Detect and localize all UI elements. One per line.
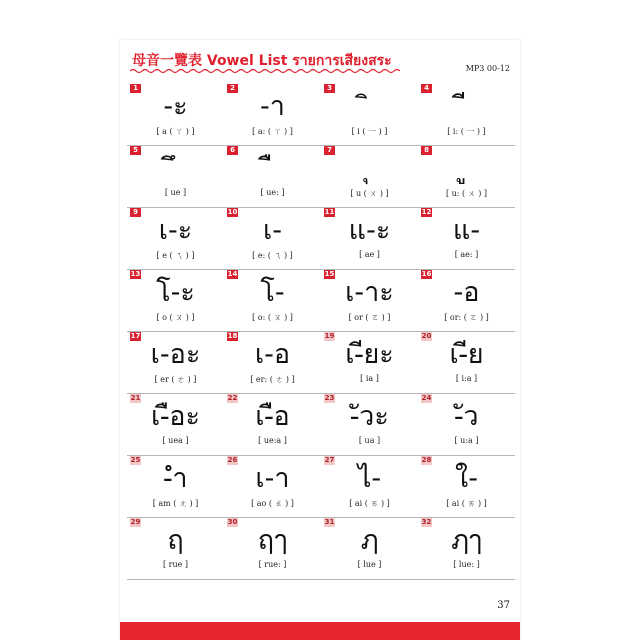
vowel-glyph: เ-อะ: [150, 339, 201, 370]
mp3-track-label: MP3 00-12: [465, 64, 510, 73]
vowel-glyph: โ-ะ: [156, 277, 195, 308]
vowel-glyph: ไ-: [357, 463, 382, 494]
vowel-cell: [321, 456, 418, 518]
vowel-cell: [224, 146, 321, 208]
vowel-glyph: -ัวะ: [350, 401, 389, 432]
vowel-glyph: [321, 92, 418, 122]
vowel-glyph: -ะ: [163, 91, 188, 122]
vowel-romanization: [ ai ( ㄞ ) ]: [349, 499, 390, 508]
vowel-glyph: ฤๅ: [257, 525, 288, 556]
vowel-cell: [321, 270, 418, 332]
vowel-glyph: เ-ือ: [255, 401, 290, 432]
vowel-number-badge: 25: [130, 456, 141, 464]
vowel-romanization: [ uea ]: [162, 436, 189, 445]
vowel-number-badge: 8: [421, 146, 432, 155]
vowel-number-badge: 31: [324, 518, 335, 526]
vowel-glyph: เ-ือะ: [151, 401, 200, 432]
vowel-romanization: [ ae ]: [359, 250, 380, 259]
vowel-number-badge: 29: [130, 518, 141, 526]
vowel-cell: [224, 84, 321, 146]
vowel-glyph: -า: [260, 91, 285, 122]
vowel-number-badge: 27: [324, 456, 335, 464]
vowel-number-badge: 11: [324, 208, 335, 216]
vowel-glyph: โ-: [260, 277, 285, 308]
vowel-glyph: เ-: [263, 215, 282, 246]
vowel-glyph: แ-ะ: [348, 215, 391, 246]
vowel-romanization: [ ue ]: [164, 188, 187, 197]
vowel-glyph: ฤ: [167, 525, 184, 556]
vowel-number-badge: 13: [130, 270, 141, 278]
vowel-number-badge: 28: [421, 456, 432, 464]
vowel-number-badge: 20: [421, 332, 432, 340]
vowel-number-badge: 16: [421, 270, 432, 278]
vowel-cell: [224, 270, 321, 332]
vowel-romanization: [ er ( ㄜ ) ]: [154, 375, 197, 384]
vowel-cell: [418, 394, 515, 456]
vowel-number-badge: 3: [324, 84, 335, 93]
vowel-romanization: [ ae: ]: [454, 250, 479, 259]
vowel-romanization: [ a: ( ㄚ ) ]: [252, 127, 293, 136]
vowel-glyph: เ-า: [255, 463, 290, 494]
vowel-glyph: ใ-: [455, 463, 478, 494]
vowel-cell: [224, 332, 321, 394]
footer-bar: [120, 622, 520, 640]
vowel-number-badge: 24: [421, 394, 432, 402]
vowel-cell: [418, 84, 515, 146]
vowel-cell: [127, 456, 224, 518]
vowel-glyph: -ัว: [454, 401, 479, 432]
vowel-number-badge: 4: [421, 84, 432, 93]
vowel-number-badge: 10: [227, 208, 238, 216]
vowel-number-badge: 1: [130, 84, 141, 93]
vowel-romanization: [ ua ]: [358, 436, 381, 445]
vowel-number-badge: 5: [130, 146, 141, 155]
vowel-glyph: เ-อ: [254, 339, 291, 370]
vowel-cell: [127, 146, 224, 208]
vowel-romanization: [ i:a ]: [455, 374, 478, 383]
vowel-cell: [321, 518, 418, 580]
vowel-cell: [127, 518, 224, 580]
vowel-cell: [418, 456, 515, 518]
vowel-romanization: [ lue: ]: [453, 560, 480, 569]
vowel-romanization: [ rue: ]: [258, 560, 287, 569]
vowel-number-badge: 2: [227, 84, 238, 93]
vowel-glyph: ฦๅ: [451, 525, 482, 556]
vowel-number-badge: 14: [227, 270, 238, 278]
vowel-number-badge: 32: [421, 518, 432, 526]
vowel-glyph: [127, 154, 224, 184]
vowel-romanization: [ u: ( ㄨ ) ]: [445, 189, 488, 198]
vowel-romanization: [ ia ]: [360, 374, 379, 383]
vowel-number-badge: 17: [130, 332, 141, 340]
vowel-cell: [321, 208, 418, 270]
vowel-glyph: -ำ: [163, 463, 188, 494]
vowel-cell: [418, 208, 515, 270]
vowel-number-badge: 19: [324, 332, 335, 340]
vowel-romanization: [ ue: ]: [260, 188, 285, 197]
title-wave-decoration: [130, 68, 400, 74]
vowel-cell: [224, 208, 321, 270]
vowel-number-badge: 18: [227, 332, 238, 340]
vowel-cell: [224, 518, 321, 580]
vowel-cell: [127, 270, 224, 332]
vowel-glyph: เ-ะ: [158, 215, 193, 246]
vowel-romanization: [ o ( ㄡ ) ]: [156, 313, 195, 322]
vowel-romanization: [ u ( ㄨ ) ]: [350, 189, 389, 198]
vowel-romanization: [ e: ( ㄟ ) ]: [252, 251, 293, 260]
page-number: 37: [497, 600, 510, 611]
vowel-cell: [127, 208, 224, 270]
vowel-romanization: [ ue:a ]: [258, 436, 287, 445]
vowel-cell: [224, 456, 321, 518]
vowel-romanization: [ e ( ㄟ ) ]: [156, 251, 195, 260]
vowel-cell: [418, 146, 515, 208]
vowel-cell: [127, 84, 224, 146]
vowel-romanization: [ ai ( ㄞ ) ]: [446, 499, 487, 508]
vowel-glyph: [321, 154, 418, 184]
vowel-romanization: [ i: ( 一 ) ]: [447, 127, 486, 136]
vowel-glyph: เ-ีย: [449, 339, 484, 370]
vowel-cell: [127, 332, 224, 394]
vowel-glyph: [224, 154, 321, 184]
vowel-number-badge: 7: [324, 146, 335, 155]
vowel-glyph: ฦ: [360, 525, 379, 556]
vowel-number-badge: 22: [227, 394, 238, 402]
vowel-romanization: [ am ( ㄤ ) ]: [152, 499, 199, 508]
vowel-glyph: -อ: [453, 277, 480, 308]
vowel-glyph: [418, 92, 515, 122]
vowel-number-badge: 6: [227, 146, 238, 155]
vowel-romanization: [ i ( 一 ) ]: [351, 127, 388, 136]
vowel-cell: [418, 270, 515, 332]
vowel-cell: [321, 146, 418, 208]
vowel-number-badge: 26: [227, 456, 238, 464]
vowel-number-badge: 12: [421, 208, 432, 216]
vowel-cell: [321, 394, 418, 456]
vowel-cell: [224, 394, 321, 456]
vowel-romanization: [ lue ]: [357, 560, 382, 569]
vowel-number-badge: 30: [227, 518, 238, 526]
vowel-glyph: เ-ียะ: [345, 339, 394, 370]
vowel-romanization: [ o: ( ㄡ ) ]: [252, 313, 293, 322]
book-page: [120, 40, 520, 640]
vowel-romanization: [ ao ( ㄠ ) ]: [251, 499, 294, 508]
vowel-cell: [418, 332, 515, 394]
page-title: 母音一覽表 Vowel List รายการเสียงสระ: [132, 53, 392, 69]
vowel-romanization: [ er: ( ㄜ ) ]: [250, 375, 295, 384]
vowel-cell: [418, 518, 515, 580]
vowel-cell: [127, 394, 224, 456]
vowel-number-badge: 23: [324, 394, 335, 402]
vowel-number-badge: 15: [324, 270, 335, 278]
vowel-cell: [321, 332, 418, 394]
vowel-glyph: แ-: [452, 215, 481, 246]
vowel-cell: [321, 84, 418, 146]
vowel-grid: [127, 84, 515, 580]
vowel-number-badge: 21: [130, 394, 141, 402]
vowel-number-badge: 9: [130, 208, 141, 217]
vowel-romanization: [ or ( ㄛ ) ]: [348, 313, 391, 322]
vowel-romanization: [ or: ( ㄛ ) ]: [444, 313, 489, 322]
vowel-glyph: [418, 154, 515, 184]
vowel-romanization: [ u:a ]: [454, 436, 479, 445]
vowel-romanization: [ a ( ㄚ ) ]: [156, 127, 195, 136]
vowel-romanization: [ rue ]: [162, 560, 189, 569]
vowel-glyph: เ-าะ: [345, 277, 394, 308]
